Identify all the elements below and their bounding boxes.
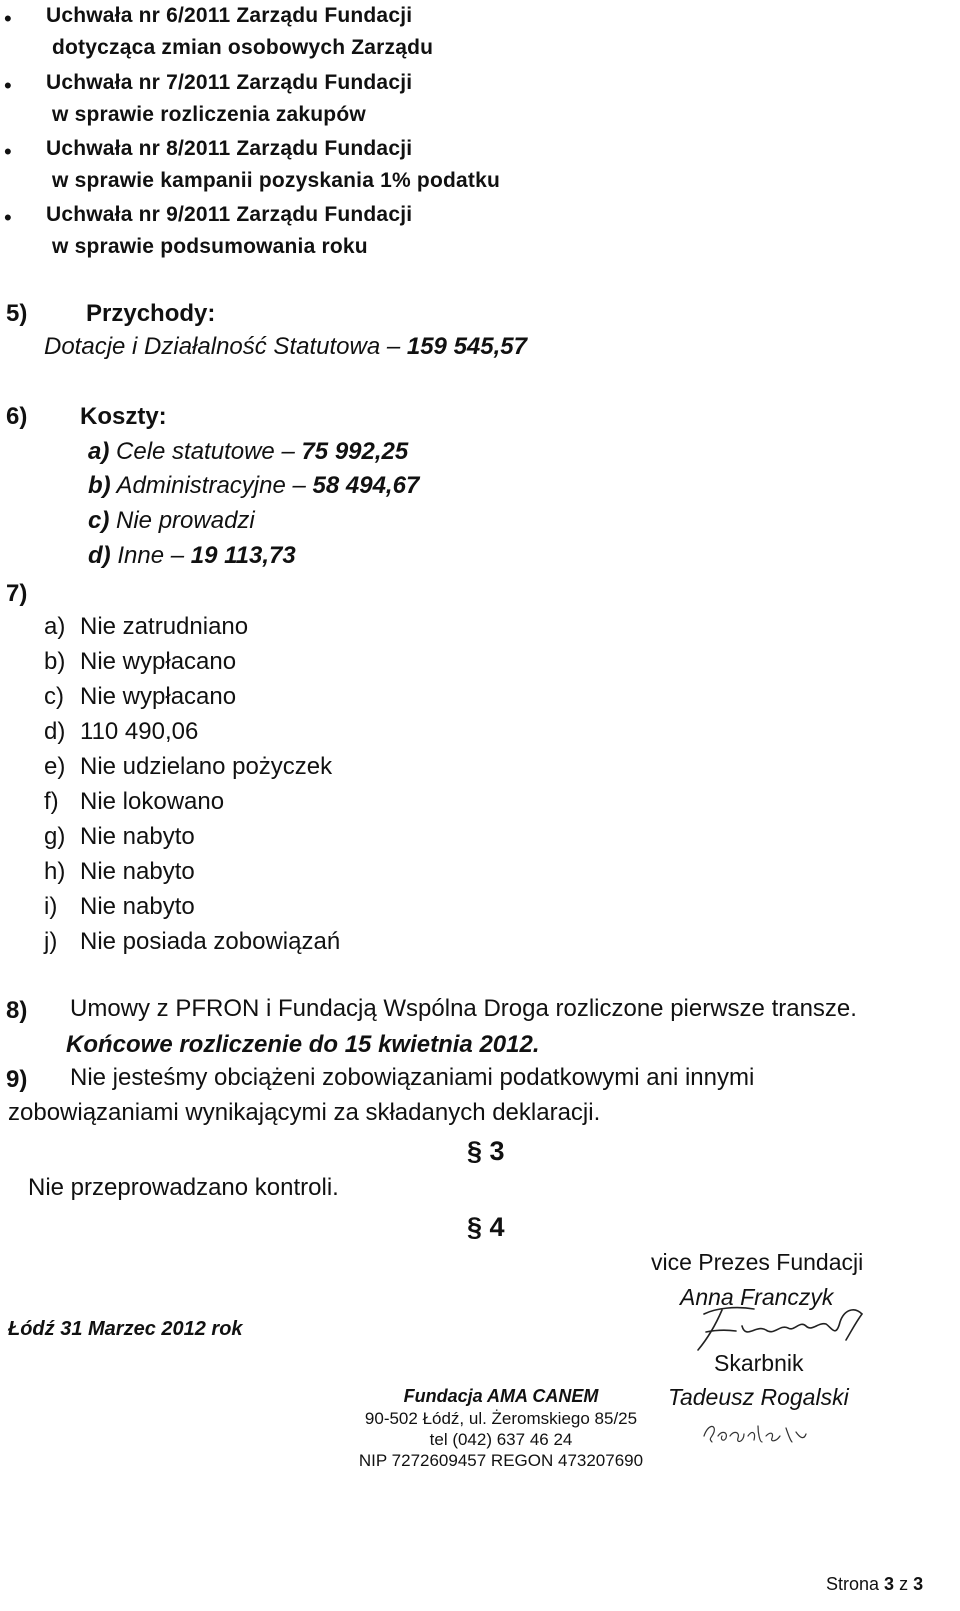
cost-value: 19 113,73 — [190, 542, 296, 569]
resolution-subject: w sprawie rozliczenia zakupów — [52, 103, 366, 126]
bullet: • — [4, 139, 12, 164]
cost-label: Nie prowadzi — [116, 507, 255, 534]
list-item: Nie nabyto — [80, 858, 195, 885]
list-item: Nie posiada zobowiązań — [80, 928, 341, 955]
list-item: Nie nabyto — [80, 893, 195, 920]
cost-label: Inne – — [117, 542, 191, 569]
resolution-item — [0, 137, 600, 201]
paragraph-4-heading: § 4 — [467, 1212, 505, 1242]
list-item: Nie wypłacano — [80, 648, 237, 675]
list-item: 110 490,06 — [80, 718, 199, 745]
list-letter: c) — [44, 683, 64, 710]
resolution-title: Uchwała nr 7/2011 Zarządu Fundacji — [46, 71, 413, 94]
cost-letter: b) — [88, 472, 111, 499]
section-5-title: Przychody: — [86, 300, 216, 327]
resolution-title: Uchwała nr 9/2011 Zarządu Fundacji — [46, 203, 413, 226]
cost-item — [88, 542, 296, 570]
section-6-number: 6) — [6, 403, 28, 430]
cost-item — [88, 507, 255, 535]
list-letter: d) — [44, 718, 66, 745]
cost-letter: a) — [88, 438, 110, 465]
paragraph-3-heading: § 3 — [467, 1136, 505, 1166]
resolution-item — [0, 203, 600, 267]
cost-value: 75 992,25 — [301, 438, 409, 465]
income-line — [44, 333, 527, 361]
list-letter: b) — [44, 648, 66, 675]
section-8-number: 8) — [6, 997, 28, 1024]
cost-letter: d) — [88, 542, 111, 569]
list-item: Nie nabyto — [80, 823, 195, 850]
list-letter: h) — [44, 858, 66, 885]
list-item: Nie udzielano pożyczek — [80, 753, 333, 780]
bullet: • — [4, 205, 12, 230]
bullet: • — [4, 6, 12, 31]
section-5-number: 5) — [6, 300, 28, 327]
signatory-1-role: vice Prezes Fundacji — [651, 1249, 864, 1275]
cost-letter: c) — [88, 507, 110, 534]
paragraph-3-text: Nie przeprowadzano kontroli. — [28, 1174, 339, 1201]
stamp-tax-ids: NIP 7272609457 REGON 473207690 — [358, 1451, 644, 1470]
resolution-subject: w sprawie podsumowania roku — [52, 235, 368, 258]
cost-item — [88, 472, 419, 500]
page-of: z — [894, 1574, 914, 1594]
resolution-subject: dotycząca zmian osobowych Zarządu — [52, 36, 434, 59]
page-number — [826, 1574, 923, 1595]
section-8-text: Umowy z PFRON i Fundacją Wspólna Droga rozliczone pierwsze transze. — [70, 995, 857, 1022]
signatory-2-name: Tadeusz Rogalski — [668, 1384, 849, 1410]
list-letter: g) — [44, 823, 66, 850]
organisation-stamp — [336, 1386, 666, 1471]
cost-value: 58 494,67 — [312, 472, 420, 499]
list-letter: j) — [44, 928, 58, 955]
income-value: 159 545,57 — [406, 333, 527, 360]
resolution-subject: w sprawie kampanii pozyskania 1% podatku — [52, 169, 500, 192]
signatory-2-role: Skarbnik — [714, 1350, 804, 1376]
cost-label: Cele statutowe – — [116, 438, 302, 465]
list-letter: i) — [44, 893, 58, 920]
income-label: Dotacje i Działalność Statutowa – — [44, 333, 407, 360]
stamp-org-name: Fundacja AMA CANEM — [403, 1386, 599, 1406]
page-total: 3 — [913, 1574, 924, 1594]
section-9-text: Nie jesteśmy obciążeni zobowiązaniami podatkowymi ani innymi — [70, 1064, 755, 1091]
place-and-date: Łódź 31 Marzec 2012 rok — [8, 1318, 243, 1340]
list-item: Nie wypłacano — [80, 683, 237, 710]
bullet: • — [4, 73, 12, 98]
resolution-title: Uchwała nr 8/2011 Zarządu Fundacji — [46, 137, 413, 160]
list-letter: e) — [44, 753, 66, 780]
cost-item — [88, 438, 408, 466]
section-8-deadline: Końcowe rozliczenie do 15 kwietnia 2012. — [66, 1031, 540, 1058]
section-7-number: 7) — [6, 580, 28, 607]
list-letter: a) — [44, 613, 66, 640]
section-9-text-cont: zobowiązaniami wynikającymi za składanych deklaracji. — [8, 1099, 601, 1126]
stamp-phone: tel (042) 637 46 24 — [429, 1430, 573, 1449]
list-item: Nie zatrudniano — [80, 613, 249, 640]
handwritten-signature-2 — [700, 1418, 810, 1448]
resolution-title: Uchwała nr 6/2011 Zarządu Fundacji — [46, 4, 413, 27]
cost-label: Administracyjne – — [116, 472, 313, 499]
page-current: 3 — [884, 1574, 895, 1594]
list-letter: f) — [44, 788, 59, 815]
stamp-address: 90-502 Łódź, ul. Żeromskiego 85/25 — [364, 1409, 638, 1428]
section-9-number: 9) — [6, 1066, 28, 1093]
signatory-1-name: Anna Franczyk — [680, 1284, 834, 1310]
resolution-item — [0, 71, 600, 135]
section-6-title: Koszty: — [80, 403, 167, 430]
list-item: Nie lokowano — [80, 788, 225, 815]
page-label: Strona — [826, 1574, 885, 1594]
resolution-item — [0, 4, 600, 68]
